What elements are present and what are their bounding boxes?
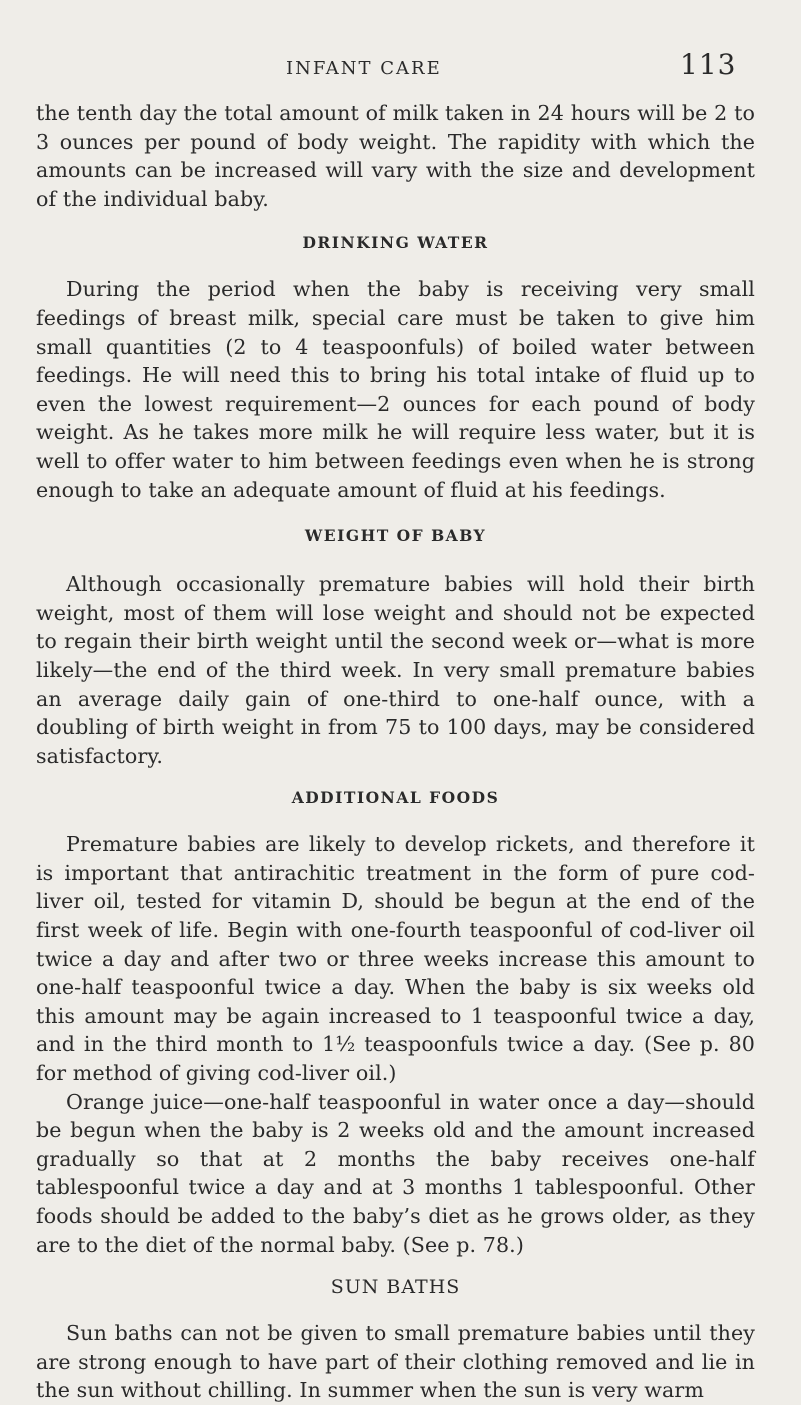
heading-weight-of-baby: WEIGHT OF BABY	[304, 526, 487, 546]
page-number: 113	[680, 48, 737, 81]
intro-paragraph: the tenth day the total amount of milk taken in 24 hours will be 2 to 3 ounces per pound of body weight. The rapidity with which the amounts can be increased will vary with the size and development of the individual baby.	[36, 101, 755, 211]
paragraph-weight-of-baby: Although occasionally premature babies will hold their birth weight, most of them will lose weight and should not be expected to regain their birth weight until the second week or—what is more likely—the end of the third week. In very small premature babies an average daily gain of one-third to one-half ounce, with a doubling of birth weight in from 75 to 100 days, may be considered satisfactory.	[36, 572, 755, 768]
running-head-title: INFANT CARE	[286, 58, 442, 79]
paragraph-additional-foods-1: Premature babies are likely to develop rickets, and therefore it is important that antirachitic treatment in the form of pure cod-liver oil, tested for vitamin D, should be begun at the end of the first week of life. Begin with one-fourth teaspoonful of cod-liver oil twice a day and after two or three weeks increase this amount to one-half teaspoonful twice a day. When the baby is six weeks old this amount may be again increased to 1 teaspoonful twice a day, and in the third month to 1½ teaspoonfuls twice a day. (See p. 80 for method of giving cod-liver oil.)	[36, 832, 755, 1086]
running-head	[0, 48, 801, 88]
paragraph-drinking-water: During the period when the baby is receiving very small feedings of breast milk, special care must be taken to give him small quantities (2 to 4 teaspoonfuls) of boiled water between feedings. He will need this to bring his total intake of fluid up to even the lowest requirement—2 ounces for each pound of body weight. As he takes more milk he will require less water, but it is well to offer water to him between feedings even when he is strong enough to take an adequate amount of fluid at his feedings.	[36, 277, 755, 502]
page-body	[36, 99, 755, 1405]
heading-sun-baths: SUN BATHS	[330, 1276, 461, 1299]
paragraph-sun-baths: Sun baths can not be given to small premature babies until they are strong enough to have part of their clothing removed and lie in the sun without chilling. In summer when the sun is very warm	[36, 1321, 755, 1403]
heading-drinking-water: DRINKING WATER	[302, 233, 489, 253]
paragraph-additional-foods-2: Orange juice—one-half teaspoonful in water once a day—should be begun when the baby is 2 weeks old and the amount increased gradually so that at 2 months the baby receives one-half tablespoonful twice a day and at 3 months 1 tablespoonful. Other foods should be added to the baby’s diet as he grows older, as they are to the diet of the normal baby. (See p. 78.)	[36, 1089, 755, 1257]
heading-additional-foods: ADDITIONAL FOODS	[291, 788, 500, 808]
